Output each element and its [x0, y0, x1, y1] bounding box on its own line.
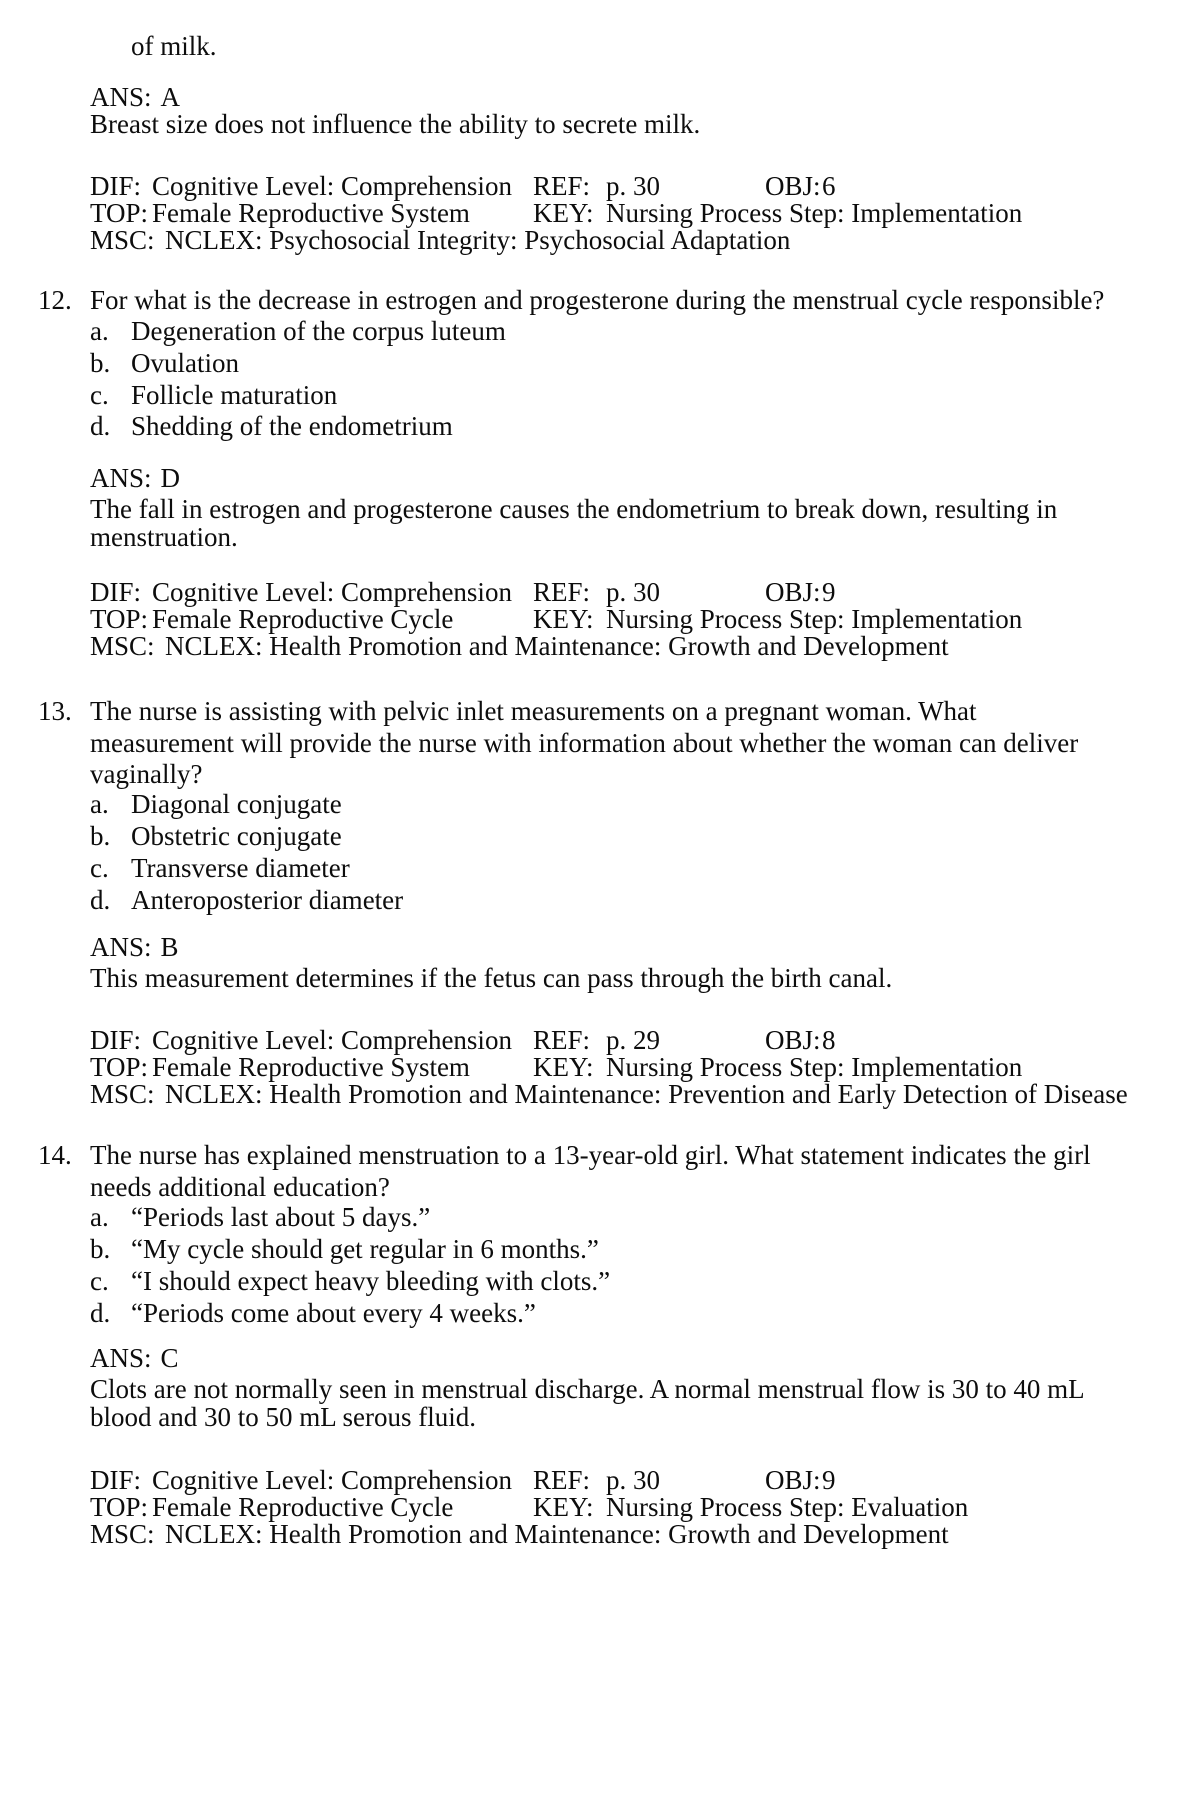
meta-row-dif	[90, 579, 1183, 606]
ref-label: REF:	[533, 1025, 591, 1055]
question-text: The nurse is assisting with pelvic inlet measurements on a pregnant woman. What measurement will provide the nurse with information about whether the woman can deliver vaginally?	[90, 696, 1079, 789]
top-label: TOP:	[90, 1492, 149, 1522]
option-letter: a.	[90, 316, 109, 346]
option-letter: d.	[90, 1298, 111, 1328]
top-label: TOP:	[90, 198, 149, 228]
dif-value: Cognitive Level: Comprehension	[152, 1025, 512, 1055]
option-row	[90, 855, 1150, 883]
option-text: Anteroposterior diameter	[131, 885, 404, 915]
obj-label: OBJ:	[765, 1025, 821, 1055]
key-label: KEY:	[533, 604, 594, 634]
key-label: KEY:	[533, 1492, 594, 1522]
top-value: Female Reproductive Cycle	[152, 1492, 454, 1522]
option-row	[90, 1268, 1150, 1296]
obj-value: 6	[822, 171, 836, 201]
key-value: Nursing Process Step: Implementation	[606, 604, 1023, 634]
option-text: Transverse diameter	[131, 853, 350, 883]
option-row	[90, 791, 1150, 819]
option-text: Shedding of the endometrium	[131, 411, 453, 441]
dif-value: Cognitive Level: Comprehension	[152, 171, 512, 201]
dif-value: Cognitive Level: Comprehension	[152, 577, 512, 607]
option-letter: a.	[90, 789, 109, 819]
meta-row-msc	[90, 1081, 1183, 1108]
meta-row-top	[90, 1494, 1183, 1521]
answer-label: ANS:	[90, 932, 152, 962]
option-row	[90, 413, 1150, 441]
dif-value: Cognitive Level: Comprehension	[152, 1465, 512, 1495]
answer-line	[90, 1345, 179, 1372]
answer-label: ANS:	[90, 82, 152, 112]
answer-value: D	[160, 463, 181, 493]
ref-value: p. 29	[606, 1025, 660, 1055]
option-text: “I should expect heavy bleeding with clots.”	[131, 1266, 611, 1296]
msc-value: NCLEX: Health Promotion and Maintenance: Prevention and Early Detection of Disease	[165, 1079, 1128, 1109]
answer-line	[90, 84, 180, 111]
meta-row-dif	[90, 1027, 1183, 1054]
rationale-text: This measurement determines if the fetus can pass through the birth canal.	[90, 963, 893, 993]
question-metadata	[90, 173, 1183, 254]
option-letter: a.	[90, 1202, 109, 1232]
option-letter: d.	[90, 885, 111, 915]
top-value: Female Reproductive System	[152, 1052, 470, 1082]
option-row	[90, 823, 1150, 851]
question-number: 12.	[38, 285, 72, 315]
answer-label: ANS:	[90, 1343, 152, 1373]
question-metadata	[90, 1027, 1183, 1108]
option-row	[90, 1204, 1150, 1232]
answer-value: A	[160, 82, 181, 112]
key-label: KEY:	[533, 1052, 594, 1082]
answer-label: ANS:	[90, 463, 152, 493]
option-row	[90, 350, 1150, 378]
msc-value: NCLEX: Psychosocial Integrity: Psychosocial Adaptation	[165, 225, 791, 255]
rationale-text: Clots are not normally seen in menstrual discharge. A normal menstrual flow is 30 to 40 mL blood and 30 to 50 mL serous fluid.	[90, 1374, 1084, 1432]
ref-value: p. 30	[606, 1465, 660, 1495]
carryover-text: of milk.	[131, 31, 217, 61]
option-row	[90, 318, 1150, 346]
option-letter: c.	[90, 853, 109, 883]
msc-value: NCLEX: Health Promotion and Maintenance: Growth and Development	[165, 1519, 949, 1549]
option-letter: d.	[90, 411, 111, 441]
ref-value: p. 30	[606, 577, 660, 607]
option-text: Follicle maturation	[131, 380, 338, 410]
top-value: Female Reproductive System	[152, 198, 470, 228]
key-value: Nursing Process Step: Implementation	[606, 198, 1023, 228]
dif-label: DIF:	[90, 1025, 142, 1055]
meta-row-dif	[90, 173, 1183, 200]
meta-row-dif	[90, 1467, 1183, 1494]
rationale-text: Breast size does not influence the ability to secrete milk.	[90, 109, 701, 139]
option-row	[90, 1236, 1150, 1264]
answer-line	[90, 465, 180, 492]
option-row	[90, 887, 1150, 915]
dif-label: DIF:	[90, 1465, 142, 1495]
meta-row-top	[90, 200, 1183, 227]
question-metadata	[90, 1467, 1183, 1548]
option-text: Diagonal conjugate	[131, 789, 342, 819]
dif-label: DIF:	[90, 577, 142, 607]
obj-value: 8	[822, 1025, 836, 1055]
option-text: Obstetric conjugate	[131, 821, 342, 851]
question-number: 14.	[38, 1140, 72, 1170]
meta-row-top	[90, 1054, 1183, 1081]
option-letter: c.	[90, 1266, 109, 1296]
meta-row-msc	[90, 1521, 1183, 1548]
ref-label: REF:	[533, 171, 591, 201]
option-text: “Periods come about every 4 weeks.”	[131, 1298, 536, 1328]
question-number: 13.	[38, 696, 72, 726]
option-letter: b.	[90, 1234, 111, 1264]
question-text: The nurse has explained menstruation to a 13-year-old girl. What statement indicates the girl needs additional education?	[90, 1140, 1091, 1202]
option-row	[90, 1300, 1150, 1328]
option-letter: b.	[90, 348, 111, 378]
msc-label: MSC:	[90, 1519, 155, 1549]
option-text: “Periods last about 5 days.”	[131, 1202, 431, 1232]
msc-label: MSC:	[90, 1079, 155, 1109]
top-label: TOP:	[90, 1052, 149, 1082]
obj-label: OBJ:	[765, 171, 821, 201]
obj-label: OBJ:	[765, 1465, 821, 1495]
option-text: “My cycle should get regular in 6 months.”	[131, 1234, 599, 1264]
option-row	[90, 382, 1150, 410]
obj-value: 9	[822, 577, 836, 607]
ref-value: p. 30	[606, 171, 660, 201]
rationale-text: The fall in estrogen and progesterone causes the endometrium to break down, resulting in menstruation.	[90, 494, 1058, 552]
top-value: Female Reproductive Cycle	[152, 604, 454, 634]
question-text: For what is the decrease in estrogen and progesterone during the menstrual cycle responsible?	[90, 285, 1105, 315]
key-value: Nursing Process Step: Implementation	[606, 1052, 1023, 1082]
option-letter: c.	[90, 380, 109, 410]
answer-value: B	[160, 932, 179, 962]
msc-label: MSC:	[90, 225, 155, 255]
option-letter: b.	[90, 821, 111, 851]
ref-label: REF:	[533, 1465, 591, 1495]
msc-value: NCLEX: Health Promotion and Maintenance: Growth and Development	[165, 631, 949, 661]
ref-label: REF:	[533, 577, 591, 607]
meta-row-top	[90, 606, 1183, 633]
meta-row-msc	[90, 633, 1183, 660]
answer-value: C	[160, 1343, 179, 1373]
top-label: TOP:	[90, 604, 149, 634]
msc-label: MSC:	[90, 631, 155, 661]
obj-label: OBJ:	[765, 577, 821, 607]
key-label: KEY:	[533, 198, 594, 228]
option-text: Degeneration of the corpus luteum	[131, 316, 506, 346]
dif-label: DIF:	[90, 171, 142, 201]
option-text: Ovulation	[131, 348, 239, 378]
question-metadata	[90, 579, 1183, 660]
obj-value: 9	[822, 1465, 836, 1495]
key-value: Nursing Process Step: Evaluation	[606, 1492, 969, 1522]
meta-row-msc	[90, 227, 1183, 254]
answer-line	[90, 934, 179, 961]
